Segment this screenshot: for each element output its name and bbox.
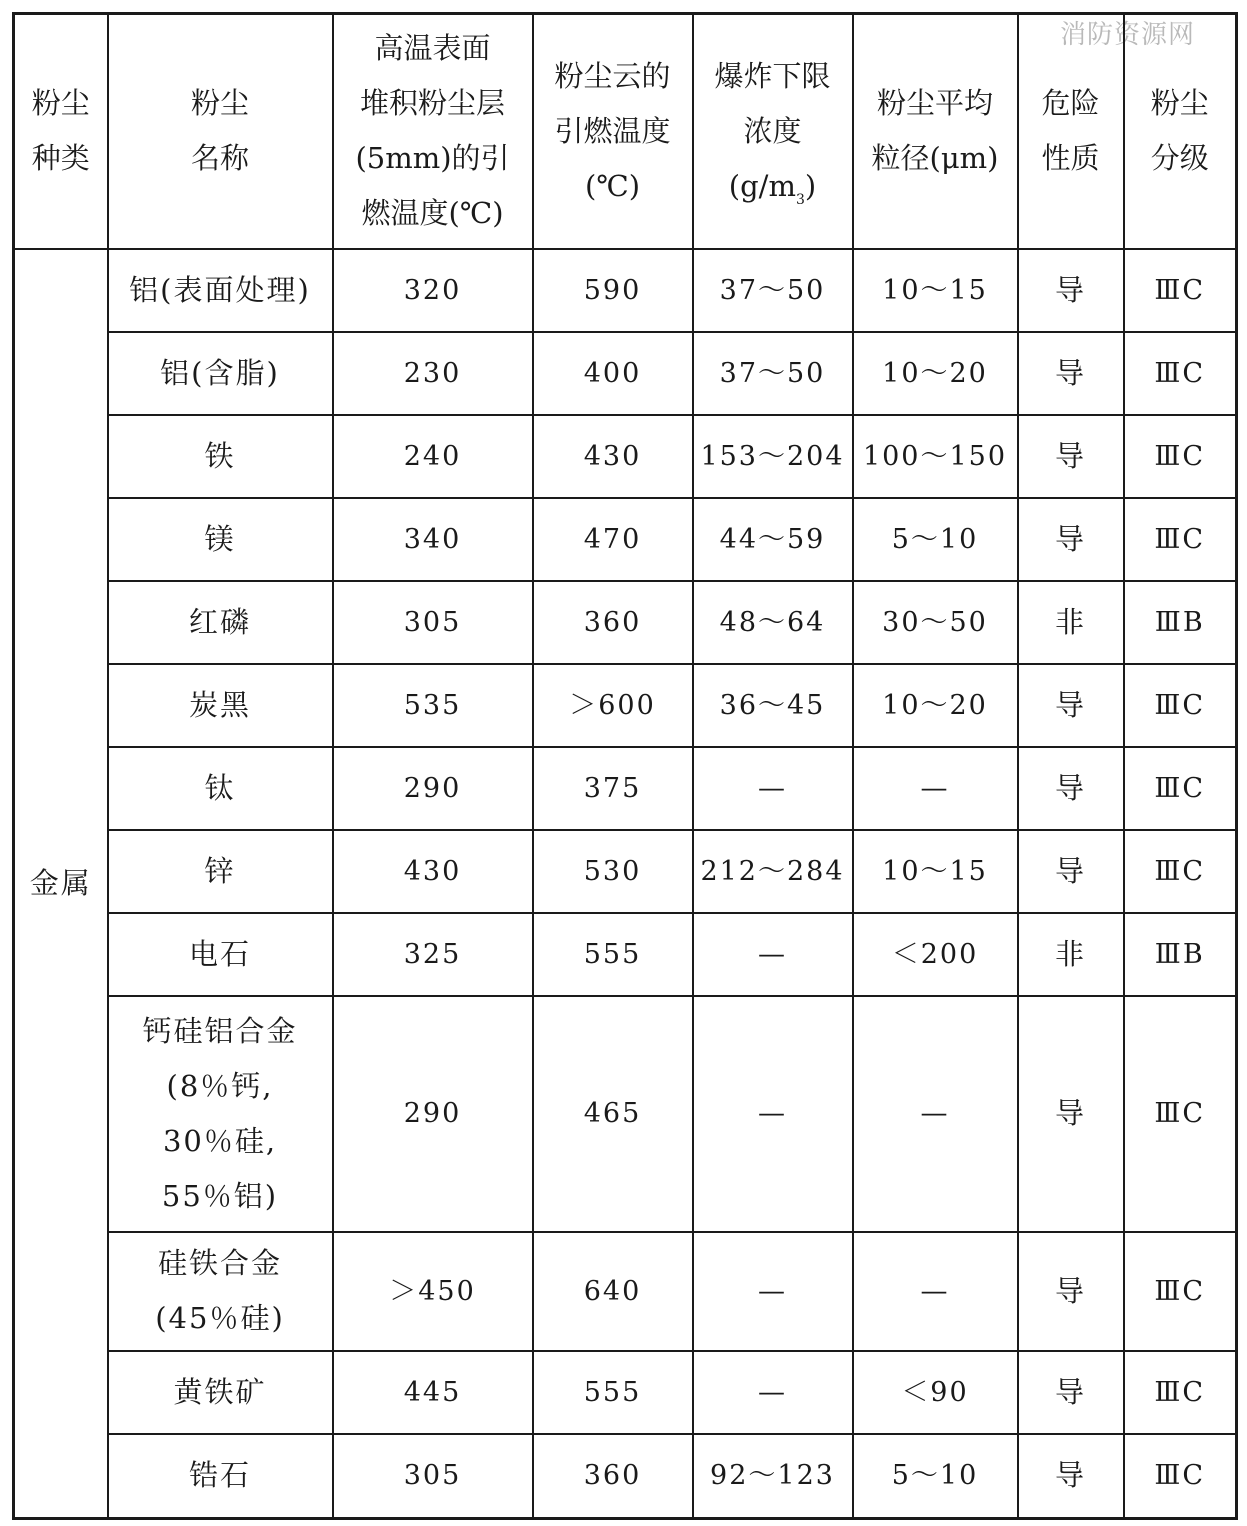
particle-size-cell: 10～20 xyxy=(853,664,1018,747)
dust-grade-cell: ⅢC xyxy=(1124,996,1237,1232)
lower-explosion-limit-cell: 92～123 xyxy=(693,1434,853,1519)
table-row xyxy=(14,1232,1237,1351)
hazard-nature-cell: 导 xyxy=(1018,249,1124,332)
layer-ignition-temp-cell: 305 xyxy=(333,581,533,664)
cloud-ignition-temp-cell: 360 xyxy=(533,581,693,664)
header-cloud-ignition-temp: 粉尘云的 引燃温度 (℃) xyxy=(533,14,693,249)
layer-ignition-temp-cell: 535 xyxy=(333,664,533,747)
dust-properties-table xyxy=(12,12,1238,1520)
dust-grade-cell: ⅢC xyxy=(1124,1232,1237,1351)
cloud-ignition-temp-cell: 470 xyxy=(533,498,693,581)
hazard-nature-cell: 导 xyxy=(1018,1232,1124,1351)
lower-explosion-limit-cell: 36～45 xyxy=(693,664,853,747)
lower-explosion-limit-cell: 44～59 xyxy=(693,498,853,581)
lower-explosion-limit-cell: 153～204 xyxy=(693,415,853,498)
layer-ignition-temp-cell: 325 xyxy=(333,913,533,996)
dust-grade-cell: ⅢC xyxy=(1124,415,1237,498)
table-row xyxy=(14,664,1237,747)
hazard-nature-cell: 导 xyxy=(1018,664,1124,747)
dust-grade-cell: ⅢC xyxy=(1124,249,1237,332)
cloud-ignition-temp-cell: 375 xyxy=(533,747,693,830)
cloud-ignition-temp-cell: 555 xyxy=(533,913,693,996)
header-lel-tail: ) xyxy=(804,168,817,203)
dust-name-cell: 铁 xyxy=(108,415,333,498)
dust-grade-cell: ⅢC xyxy=(1124,332,1237,415)
layer-ignition-temp-cell: 305 xyxy=(333,1434,533,1519)
particle-size-cell: 30～50 xyxy=(853,581,1018,664)
table-row xyxy=(14,747,1237,830)
dust-name-cell: 红磷 xyxy=(108,581,333,664)
particle-size-cell: 5～10 xyxy=(853,498,1018,581)
dust-name-cell: 铝(表面处理) xyxy=(108,249,333,332)
dust-grade-cell: ⅢC xyxy=(1124,830,1237,913)
lower-explosion-limit-cell: 212～284 xyxy=(693,830,853,913)
header-lel-main: 爆炸下限 浓度 (g/m xyxy=(714,58,831,203)
category-cell: 金属 xyxy=(14,249,108,1519)
dust-grade-cell: ⅢC xyxy=(1124,1434,1237,1519)
lower-explosion-limit-cell: — xyxy=(693,1232,853,1351)
layer-ignition-temp-cell: 340 xyxy=(333,498,533,581)
particle-size-cell: ＜200 xyxy=(853,913,1018,996)
dust-grade-cell: ⅢB xyxy=(1124,581,1237,664)
cloud-ignition-temp-cell: 530 xyxy=(533,830,693,913)
particle-size-cell: — xyxy=(853,747,1018,830)
lower-explosion-limit-cell: 37～50 xyxy=(693,249,853,332)
dust-name-cell: 钙硅铝合金 (8％钙, 30％硅, 55％铝) xyxy=(108,996,333,1232)
layer-ignition-temp-cell: 320 xyxy=(333,249,533,332)
table-row xyxy=(14,415,1237,498)
dust-name-cell: 锌 xyxy=(108,830,333,913)
layer-ignition-temp-cell: 290 xyxy=(333,996,533,1232)
dust-name-cell: 锆石 xyxy=(108,1434,333,1519)
dust-name-cell: 黄铁矿 xyxy=(108,1351,333,1434)
table-row xyxy=(14,581,1237,664)
table-row xyxy=(14,249,1237,332)
hazard-nature-cell: 导 xyxy=(1018,498,1124,581)
header-dust-type: 粉尘 种类 xyxy=(14,14,108,249)
header-dust-name: 粉尘 名称 xyxy=(108,14,333,249)
layer-ignition-temp-cell: 445 xyxy=(333,1351,533,1434)
cloud-ignition-temp-cell: 640 xyxy=(533,1232,693,1351)
dust-name-cell: 镁 xyxy=(108,498,333,581)
table-row xyxy=(14,498,1237,581)
hazard-nature-cell: 导 xyxy=(1018,1351,1124,1434)
dust-name-cell: 电石 xyxy=(108,913,333,996)
hazard-nature-cell: 导 xyxy=(1018,996,1124,1232)
cloud-ignition-temp-cell: 360 xyxy=(533,1434,693,1519)
dust-name-cell: 硅铁合金 (45％硅) xyxy=(108,1232,333,1351)
particle-size-cell: 10～15 xyxy=(853,249,1018,332)
header-dust-grade: 粉尘 分级 xyxy=(1124,14,1237,249)
cloud-ignition-temp-cell: 555 xyxy=(533,1351,693,1434)
table-row xyxy=(14,913,1237,996)
hazard-nature-cell: 导 xyxy=(1018,747,1124,830)
table-body xyxy=(14,249,1237,1519)
dust-name-cell: 炭黑 xyxy=(108,664,333,747)
hazard-nature-cell: 非 xyxy=(1018,913,1124,996)
table-row xyxy=(14,1434,1237,1519)
hazard-nature-cell: 非 xyxy=(1018,581,1124,664)
dust-grade-cell: ⅢC xyxy=(1124,1351,1237,1434)
header-particle-size: 粉尘平均 粒径(μm) xyxy=(853,14,1018,249)
particle-size-cell: ＜90 xyxy=(853,1351,1018,1434)
particle-size-cell: — xyxy=(853,996,1018,1232)
hazard-nature-cell: 导 xyxy=(1018,332,1124,415)
hazard-nature-cell: 导 xyxy=(1018,415,1124,498)
cloud-ignition-temp-cell: 400 xyxy=(533,332,693,415)
lower-explosion-limit-cell: — xyxy=(693,996,853,1232)
layer-ignition-temp-cell: 290 xyxy=(333,747,533,830)
table-row xyxy=(14,996,1237,1232)
layer-ignition-temp-cell: ＞450 xyxy=(333,1232,533,1351)
dust-grade-cell: ⅢB xyxy=(1124,913,1237,996)
lower-explosion-limit-cell: — xyxy=(693,1351,853,1434)
particle-size-cell: 10～20 xyxy=(853,332,1018,415)
cloud-ignition-temp-cell: 590 xyxy=(533,249,693,332)
hazard-nature-cell: 导 xyxy=(1018,830,1124,913)
watermark: 消防资源网 xyxy=(1060,20,1196,50)
dust-grade-cell: ⅢC xyxy=(1124,664,1237,747)
cloud-ignition-temp-cell: ＞600 xyxy=(533,664,693,747)
header-hazard-nature: 危险 性质 xyxy=(1018,14,1124,249)
lower-explosion-limit-cell: — xyxy=(693,913,853,996)
dust-name-cell: 铝(含脂) xyxy=(108,332,333,415)
particle-size-cell: 10～15 xyxy=(853,830,1018,913)
lower-explosion-limit-cell: 37～50 xyxy=(693,332,853,415)
header-lower-explosion-limit xyxy=(693,14,853,249)
dust-grade-cell: ⅢC xyxy=(1124,747,1237,830)
layer-ignition-temp-cell: 230 xyxy=(333,332,533,415)
lower-explosion-limit-cell: — xyxy=(693,747,853,830)
cloud-ignition-temp-cell: 430 xyxy=(533,415,693,498)
header-layer-ignition-temp: 高温表面 堆积粉尘层 (5mm)的引 燃温度(℃) xyxy=(333,14,533,249)
cloud-ignition-temp-cell: 465 xyxy=(533,996,693,1232)
hazard-nature-cell: 导 xyxy=(1018,1434,1124,1519)
layer-ignition-temp-cell: 240 xyxy=(333,415,533,498)
dust-grade-cell: ⅢC xyxy=(1124,498,1237,581)
particle-size-cell: 5～10 xyxy=(853,1434,1018,1519)
layer-ignition-temp-cell: 430 xyxy=(333,830,533,913)
particle-size-cell: — xyxy=(853,1232,1018,1351)
header-row xyxy=(14,14,1237,249)
dust-name-cell: 钛 xyxy=(108,747,333,830)
table-row xyxy=(14,1351,1237,1434)
particle-size-cell: 100～150 xyxy=(853,415,1018,498)
header-lel-sup: 3 xyxy=(795,191,805,208)
lower-explosion-limit-cell: 48～64 xyxy=(693,581,853,664)
table-row xyxy=(14,830,1237,913)
table-row xyxy=(14,332,1237,415)
